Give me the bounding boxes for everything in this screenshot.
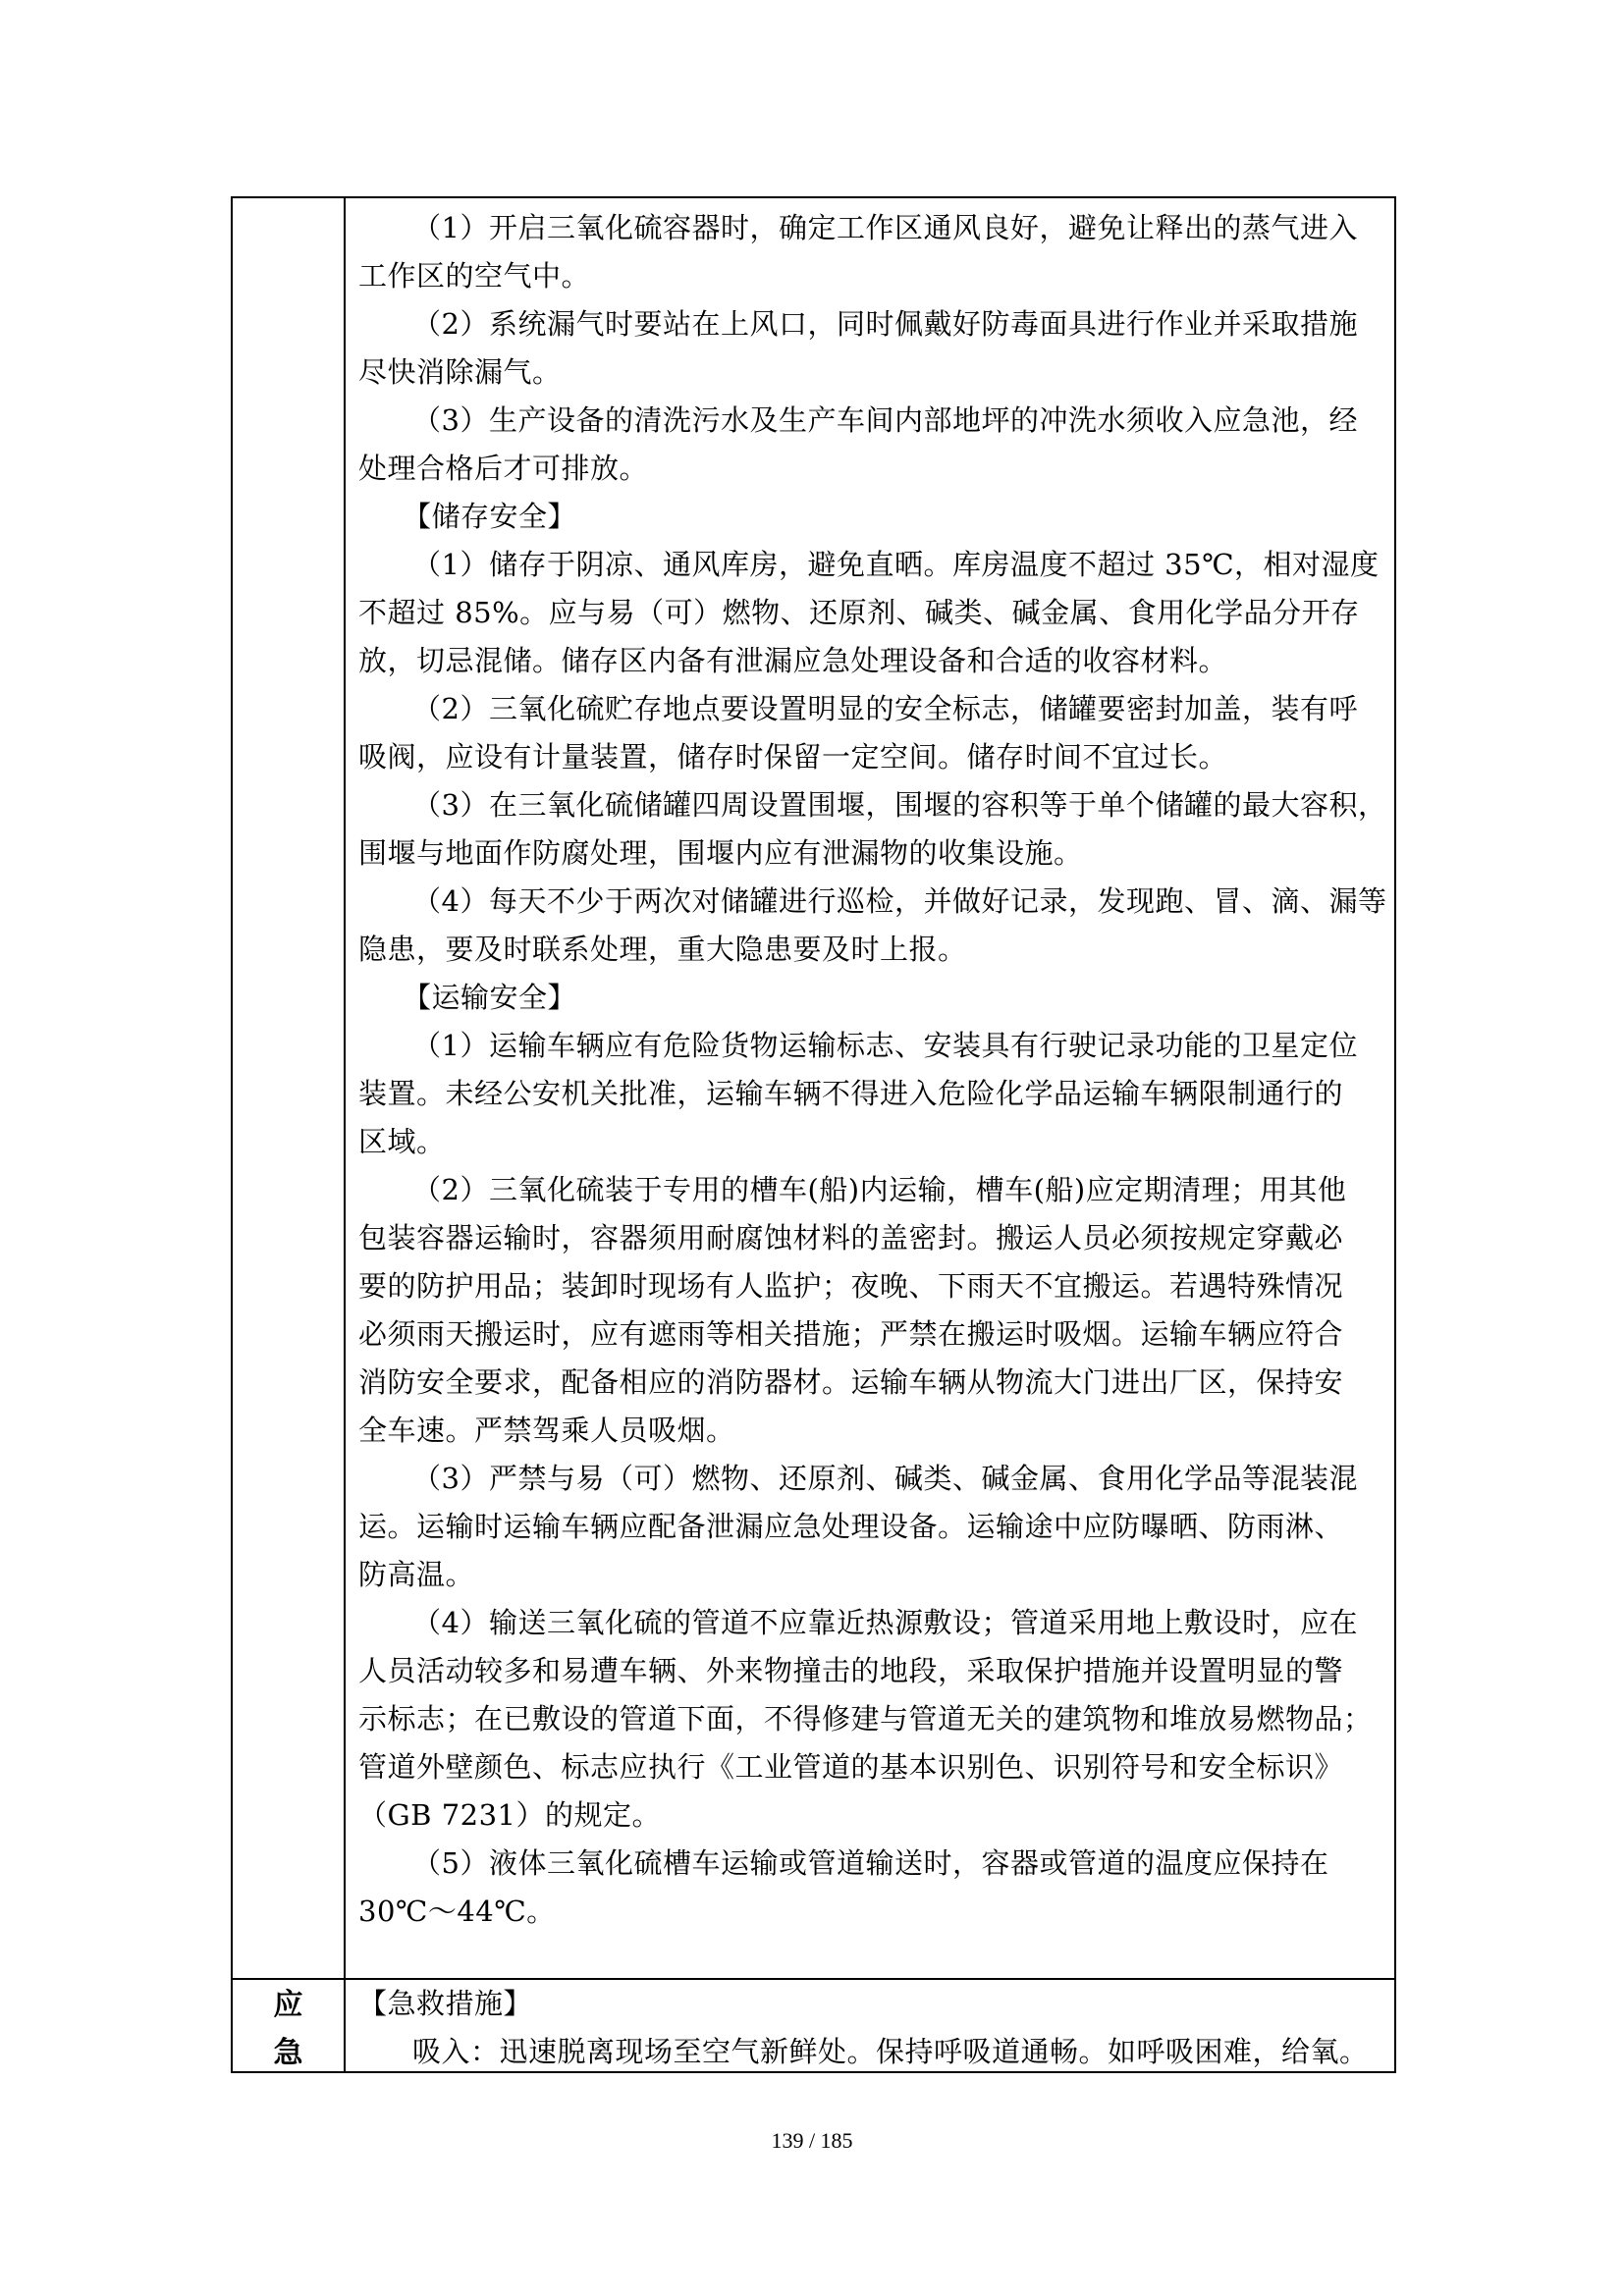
text-line: （1）储存于阴凉、通风库房，避免直晒。库房温度不超过 35℃，相对湿度 (412, 548, 1380, 581)
text-line: （2）系统漏气时要站在上风口，同时佩戴好防毒面具进行作业并采取措施 (412, 307, 1358, 341)
text-line: （1）开启三氧化硫容器时，确定工作区通风良好，避免让释出的蒸气进入 (412, 211, 1358, 244)
text-line: （2）三氧化硫装于专用的槽车(船)内运输，槽车(船)应定期清理；用其他 (412, 1173, 1347, 1206)
text-line: （4）输送三氧化硫的管道不应靠近热源敷设；管道采用地上敷设时，应在 (412, 1606, 1358, 1639)
text-line: 要的防护用品；装卸时现场有人监护；夜晚、下雨天不宜搬运。若遇特殊情况 (358, 1269, 1344, 1303)
text-line: 人员活动较多和易遭车辆、外来物撞击的地段，采取保护措施并设置明显的警 (358, 1654, 1344, 1687)
text-line: 全车速。严禁驾乘人员吸烟。 (358, 1414, 735, 1447)
text-line: 必须雨天搬运时，应有遮雨等相关措施；严禁在搬运时吸烟。运输车辆应符合 (358, 1317, 1344, 1351)
text-line: 不超过 85%。应与易（可）燃物、还原剂、碱类、碱金属、食用化学品分开存 (358, 596, 1360, 629)
section-heading: 【储存安全】 (403, 500, 577, 533)
text-line: 管道外壁颜色、标志应执行《工业管道的基本识别色、识别符号和安全标识》 (358, 1750, 1344, 1784)
text-line: 吸入：迅速脱离现场至空气新鲜处。保持呼吸道通畅。如呼吸困难，给氧。 (412, 2035, 1369, 2068)
text-line: 示标志；在已敷设的管道下面，不得修建与管道无关的建筑物和堆放易燃物品； (358, 1702, 1373, 1735)
text-line: （1）运输车辆应有危险货物运输标志、安装具有行驶记录功能的卫星定位 (412, 1029, 1358, 1062)
text-line: （GB 7231）的规定。 (358, 1798, 661, 1832)
text-line: 放，切忌混储。储存区内备有泄漏应急处理设备和合适的收容材料。 (358, 644, 1228, 677)
text-line: 工作区的空气中。 (358, 259, 591, 293)
text-line: （3）严禁与易（可）燃物、还原剂、碱类、碱金属、食用化学品等混装混 (412, 1462, 1358, 1495)
text-line: 消防安全要求，配备相应的消防器材。运输车辆从物流大门进出厂区，保持安 (358, 1365, 1344, 1399)
section-heading: 【急救措施】 (358, 1987, 533, 2020)
text-line: 装置。未经公安机关批准，运输车辆不得进入危险化学品运输车辆限制通行的 (358, 1077, 1344, 1110)
text-line: 包装容器运输时，容器须用耐腐蚀材料的盖密封。搬运人员必须按规定穿戴必 (358, 1221, 1344, 1255)
text-line: （5）液体三氧化硫槽车运输或管道输送时，容器或管道的温度应保持在 (412, 1846, 1329, 1880)
text-line: 围堰与地面作防腐处理，围堰内应有泄漏物的收集设施。 (358, 836, 1083, 870)
document-table (231, 196, 1396, 2073)
text-line: 处理合格后才可排放。 (358, 452, 649, 485)
column-divider (344, 198, 346, 2071)
text-line: 尽快消除漏气。 (358, 355, 562, 389)
text-line: 隐患，要及时联系处理，重大隐患要及时上报。 (358, 933, 967, 966)
text-line: （3）生产设备的清洗污水及生产车间内部地坪的冲洗水须收入应急池，经 (412, 403, 1358, 437)
row-label-char: 应 (273, 1988, 303, 2022)
section-heading: 【运输安全】 (403, 981, 577, 1014)
text-line: 区域。 (358, 1125, 446, 1158)
text-line: （2）三氧化硫贮存地点要设置明显的安全标志，储罐要密封加盖，装有呼 (412, 692, 1358, 725)
text-line: 吸阀，应设有计量装置，储存时保留一定空间。储存时间不宜过长。 (358, 740, 1228, 774)
text-line: （4）每天不少于两次对储罐进行巡检，并做好记录，发现跑、冒、滴、漏等 (412, 884, 1387, 918)
text-line: （3）在三氧化硫储罐四周设置围堰，围堰的容积等于单个储罐的最大容积， (412, 788, 1387, 822)
text-line: 30℃～44℃。 (358, 1895, 556, 1928)
row-label-char: 急 (273, 2036, 303, 2070)
text-line: 防高温。 (358, 1558, 475, 1591)
text-line: 运。运输时运输车辆应配备泄漏应急处理设备。运输途中应防曝晒、防雨淋、 (358, 1510, 1344, 1543)
page-number: 139 / 185 (771, 2128, 853, 2153)
